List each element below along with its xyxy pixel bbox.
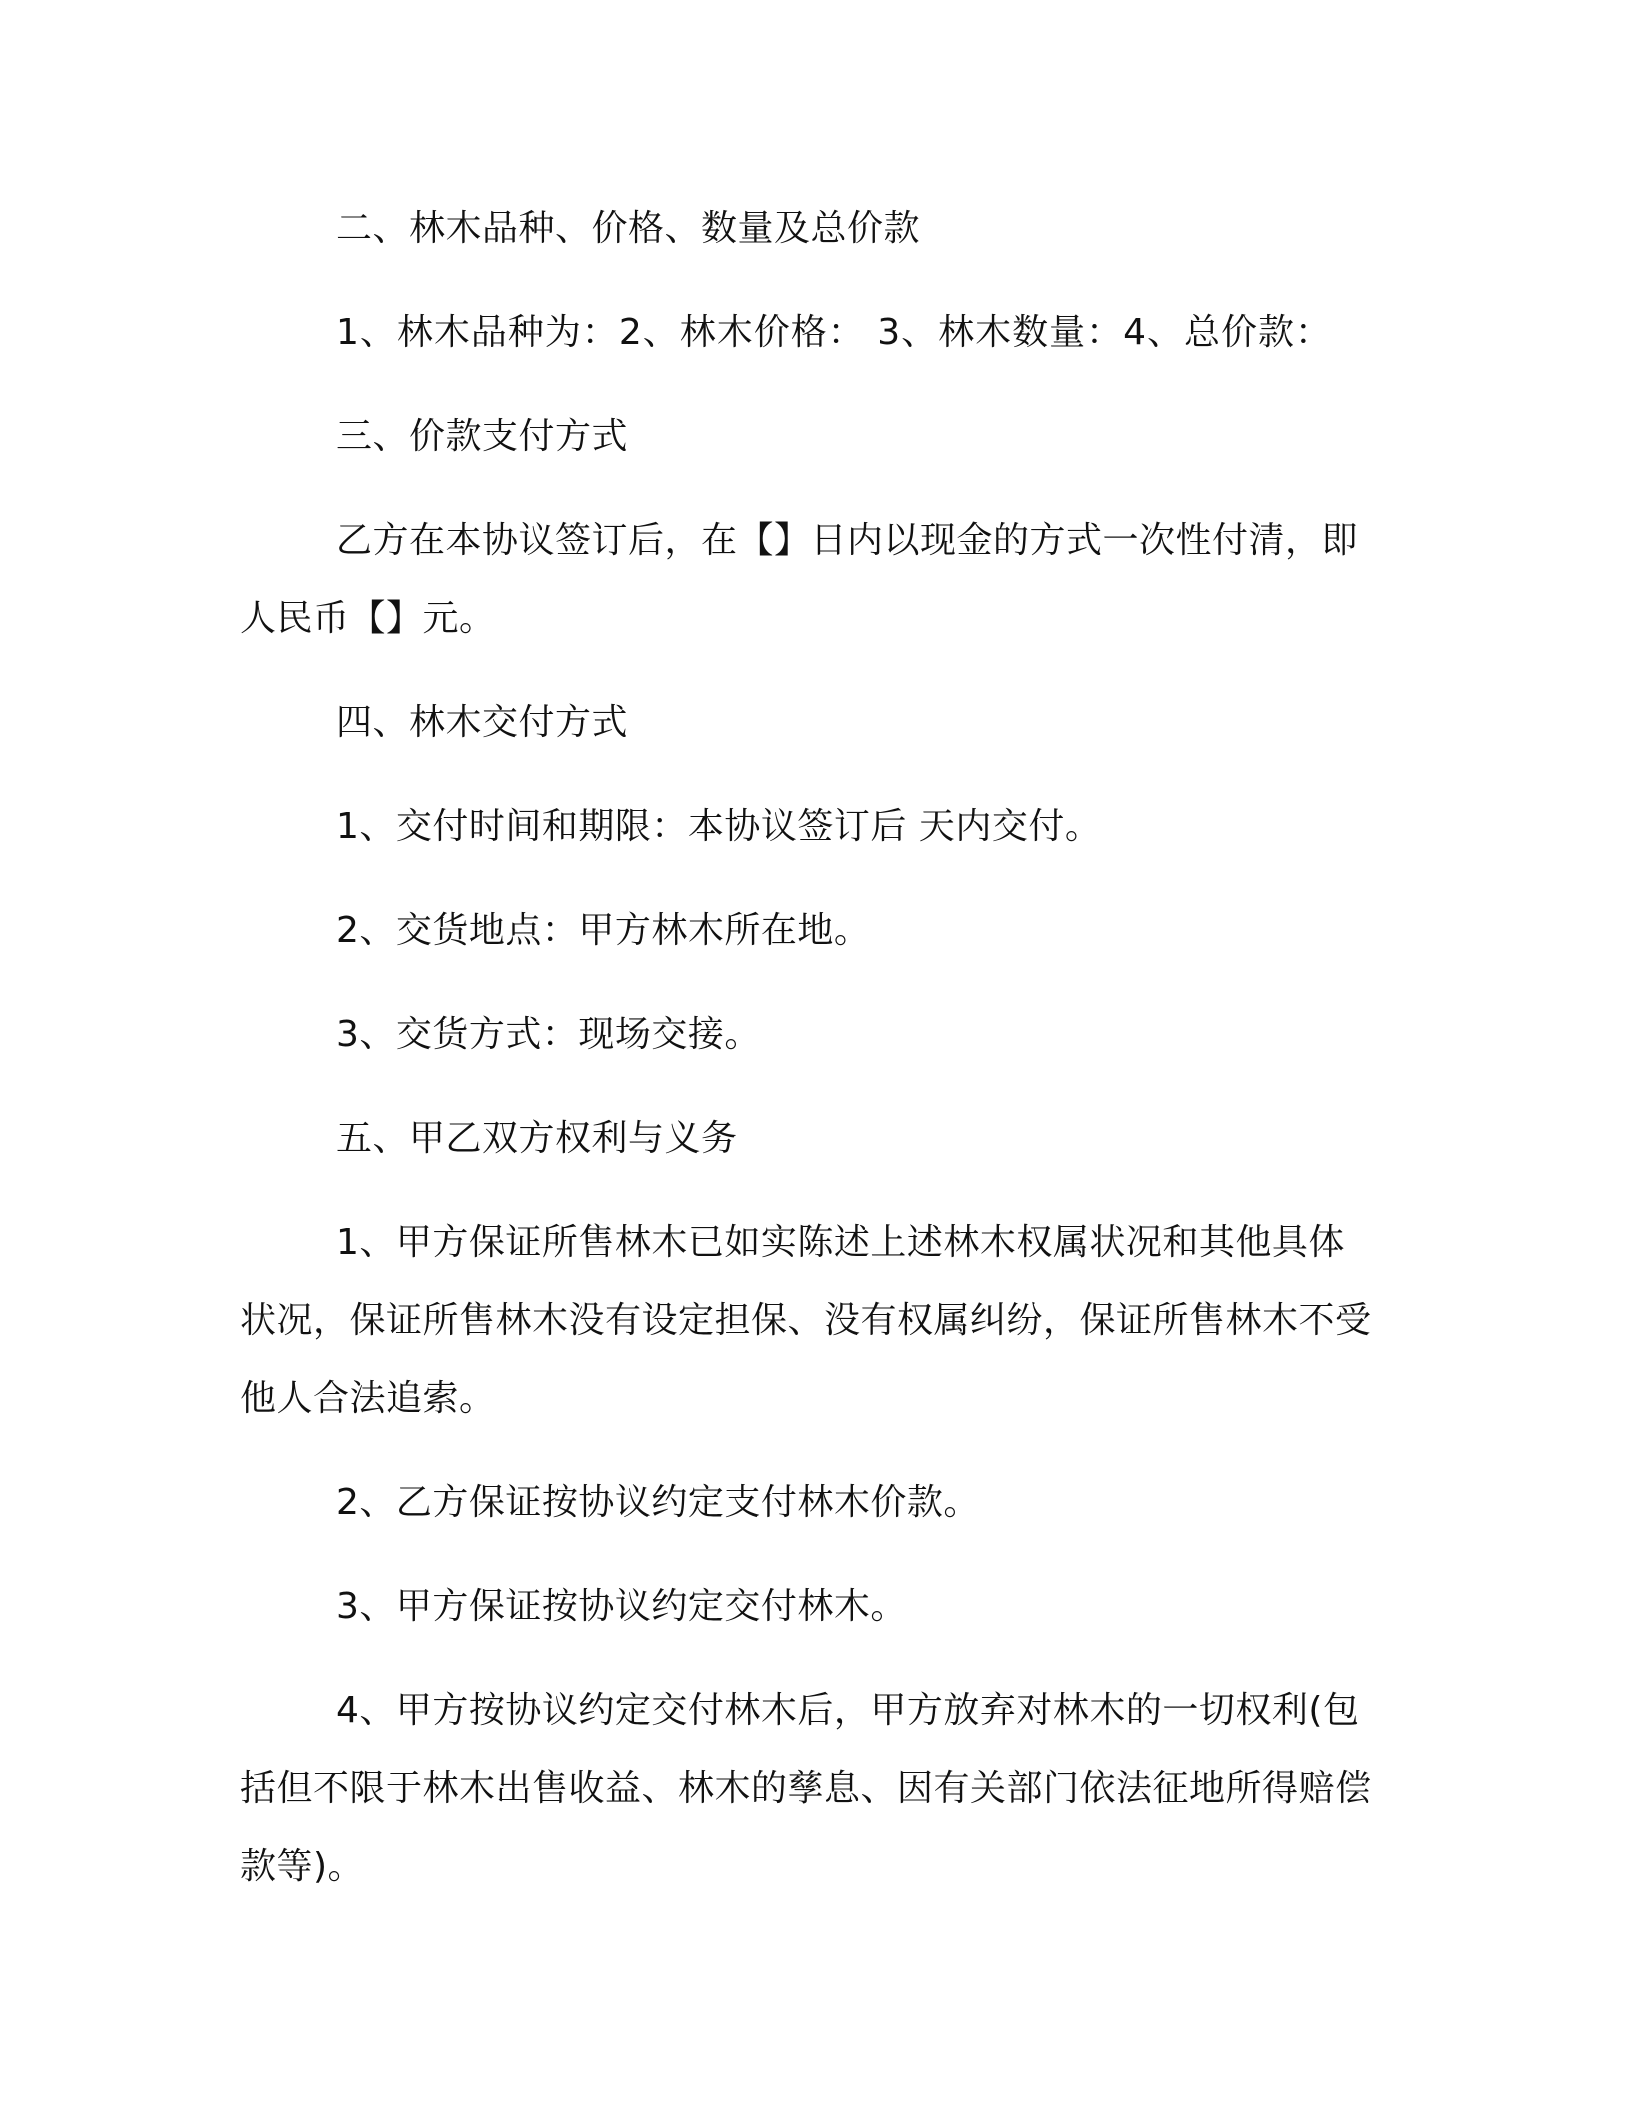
section-heading-2: 二、林木品种、价格、数量及总价款 bbox=[336, 208, 921, 249]
rights-obligations-item-3: 3、甲方保证按协议约定交付林木。 bbox=[336, 1586, 907, 1627]
delivery-time-item: 1、交付时间和期限：本协议签订后 天内交付。 bbox=[336, 806, 1102, 847]
document-body bbox=[240, 190, 1380, 1906]
payment-method-text: 乙方在本协议签订后，在【】日内以现金的方式一次性付清，即人民币【】元。 bbox=[240, 520, 1359, 639]
section-heading-4: 四、林木交付方式 bbox=[336, 702, 629, 743]
rights-obligations-item-4: 4、甲方按协议约定交付林木后，甲方放弃对林木的一切权利(包括但不限于林木出售收益、林木的孳息、因有关部门依法征地所得赔偿款等)。 bbox=[240, 1690, 1372, 1887]
section-heading-5: 五、甲乙双方权利与义务 bbox=[336, 1118, 738, 1159]
rights-obligations-item-2: 2、乙方保证按协议约定支付林木价款。 bbox=[336, 1482, 980, 1523]
timber-info-line: 1、林木品种为：2、林木价格： 3、林木数量：4、总价款： bbox=[336, 312, 1333, 353]
section-heading-3: 三、价款支付方式 bbox=[336, 416, 629, 457]
delivery-method-item: 3、交货方式：现场交接。 bbox=[336, 1014, 761, 1055]
delivery-location-item: 2、交货地点：甲方林木所在地。 bbox=[336, 910, 871, 951]
rights-obligations-item-1: 1、甲方保证所售林木已如实陈述上述林木权属状况和其他具体状况，保证所售林木没有设定担保、没有权属纠纷，保证所售林木不受他人合法追索。 bbox=[240, 1222, 1372, 1419]
